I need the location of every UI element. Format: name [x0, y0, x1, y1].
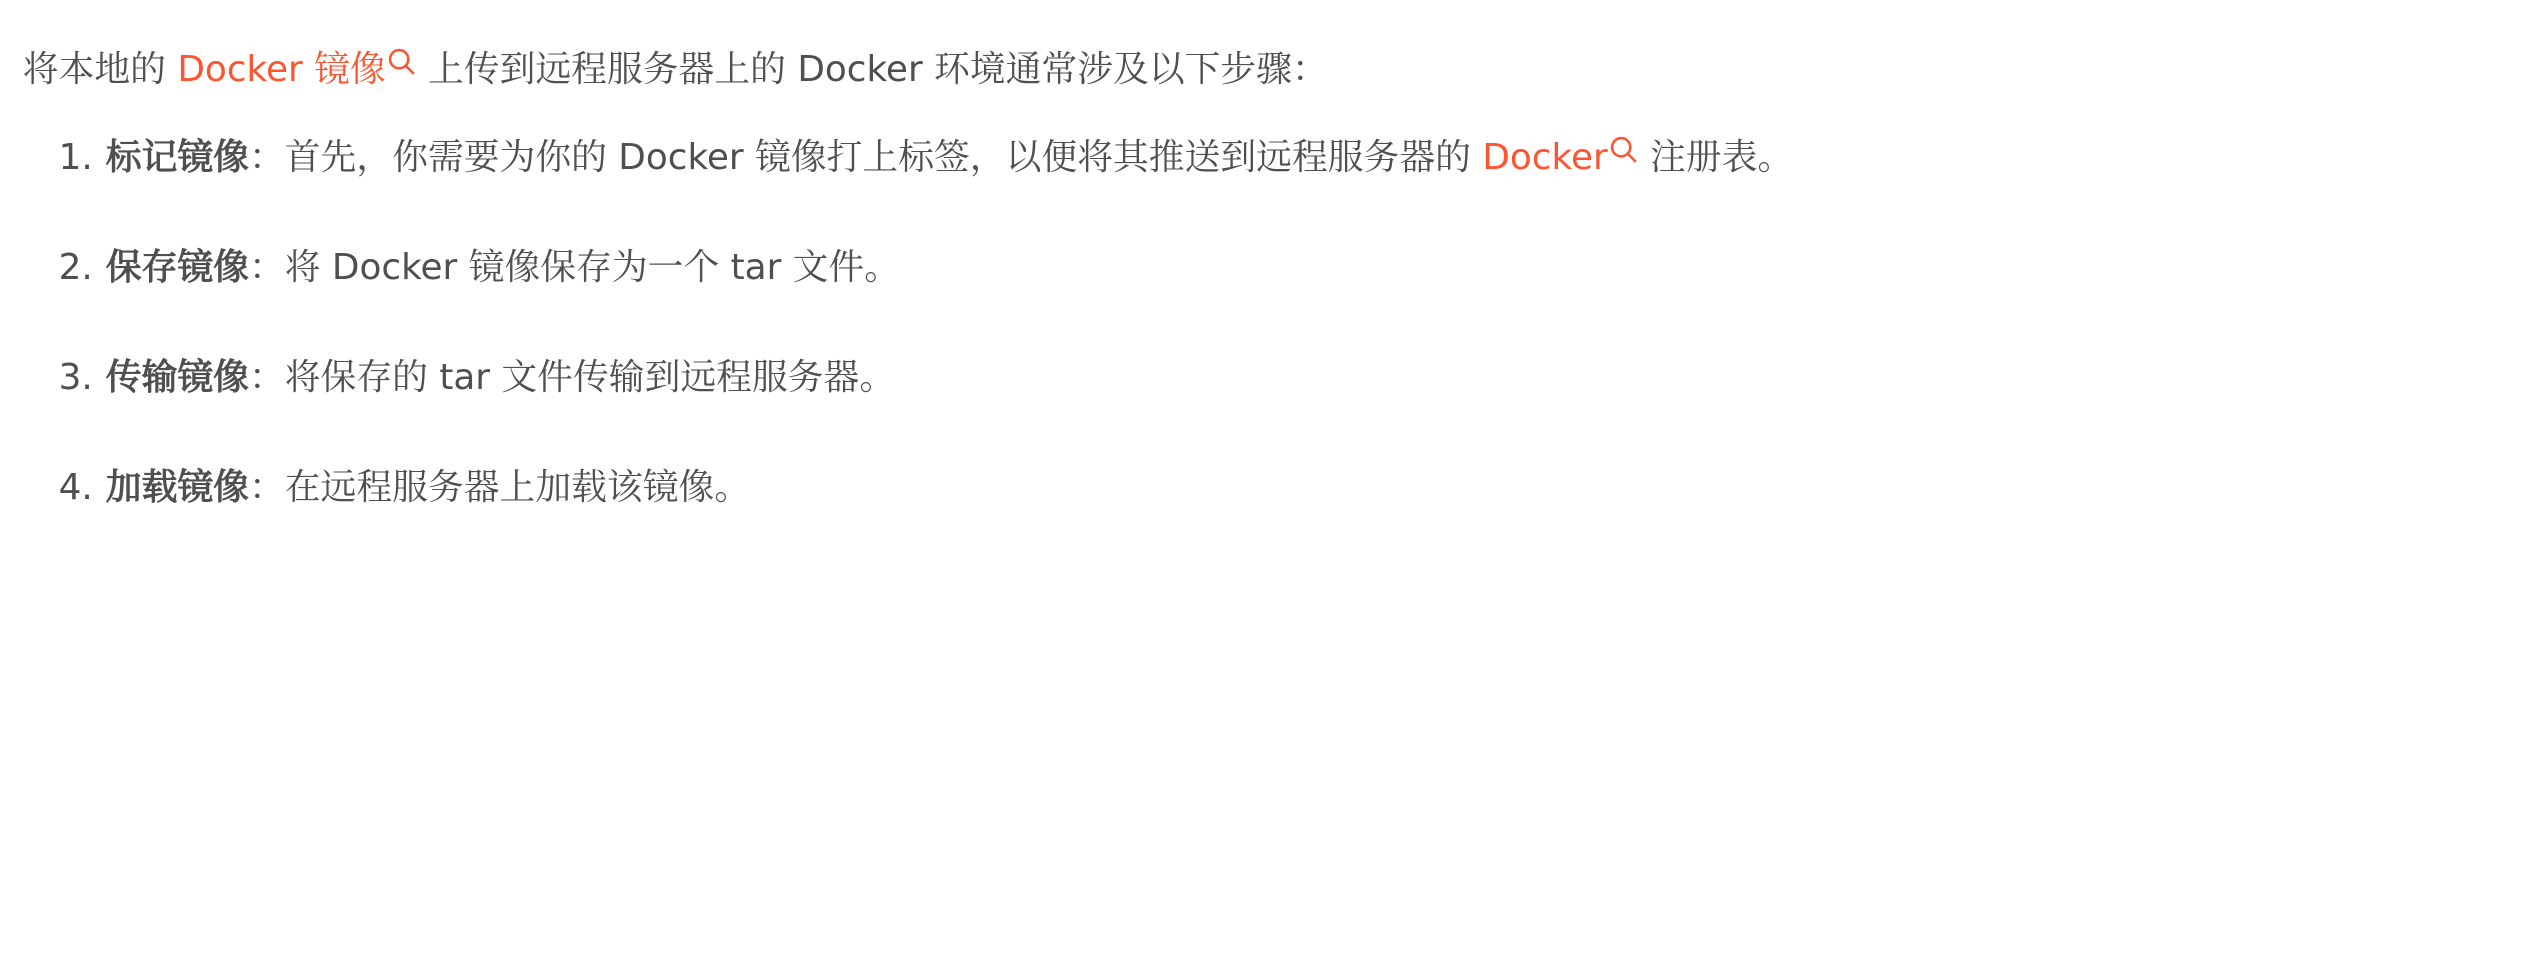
step-number: 4. — [58, 466, 93, 508]
step-term: 加载镜像 — [105, 466, 249, 508]
search-icon — [387, 47, 416, 76]
keyword-link-label: Docker — [1482, 137, 1608, 179]
step-desc: ：在远程服务器上加载该镜像。 — [248, 466, 751, 508]
intro-text-after: 上传到远程服务器上的 Docker 环境通常涉及以下步骤： — [416, 49, 1328, 91]
keyword-link-label: Docker 镜像 — [177, 49, 386, 91]
step-number: 2. — [58, 247, 93, 289]
list-item — [59, 350, 1794, 405]
keyword-link-docker[interactable] — [1482, 137, 1638, 178]
intro-text-before: 将本地的 — [22, 49, 178, 91]
step-term: 传输镜像 — [105, 356, 249, 398]
list-item — [59, 130, 1794, 185]
list-item — [59, 460, 1794, 515]
steps-list — [59, 130, 1794, 569]
intro-paragraph — [23, 42, 1328, 97]
search-icon — [1609, 135, 1638, 164]
step-term: 标记镜像 — [105, 137, 249, 179]
step-number: 3. — [58, 356, 93, 398]
step-desc-before: ：首先，你需要为你的 Docker 镜像打上标签，以便将其推送到远程服务器的 — [248, 137, 1483, 179]
step-term: 保存镜像 — [105, 247, 249, 289]
step-desc: ：将保存的 tar 文件传输到远程服务器。 — [248, 356, 896, 398]
step-desc: ：将 Docker 镜像保存为一个 tar 文件。 — [248, 247, 901, 289]
keyword-link-docker-image[interactable] — [177, 49, 416, 90]
step-number: 1. — [58, 137, 93, 179]
step-desc-after: 注册表。 — [1638, 137, 1794, 179]
list-item — [59, 240, 1794, 295]
